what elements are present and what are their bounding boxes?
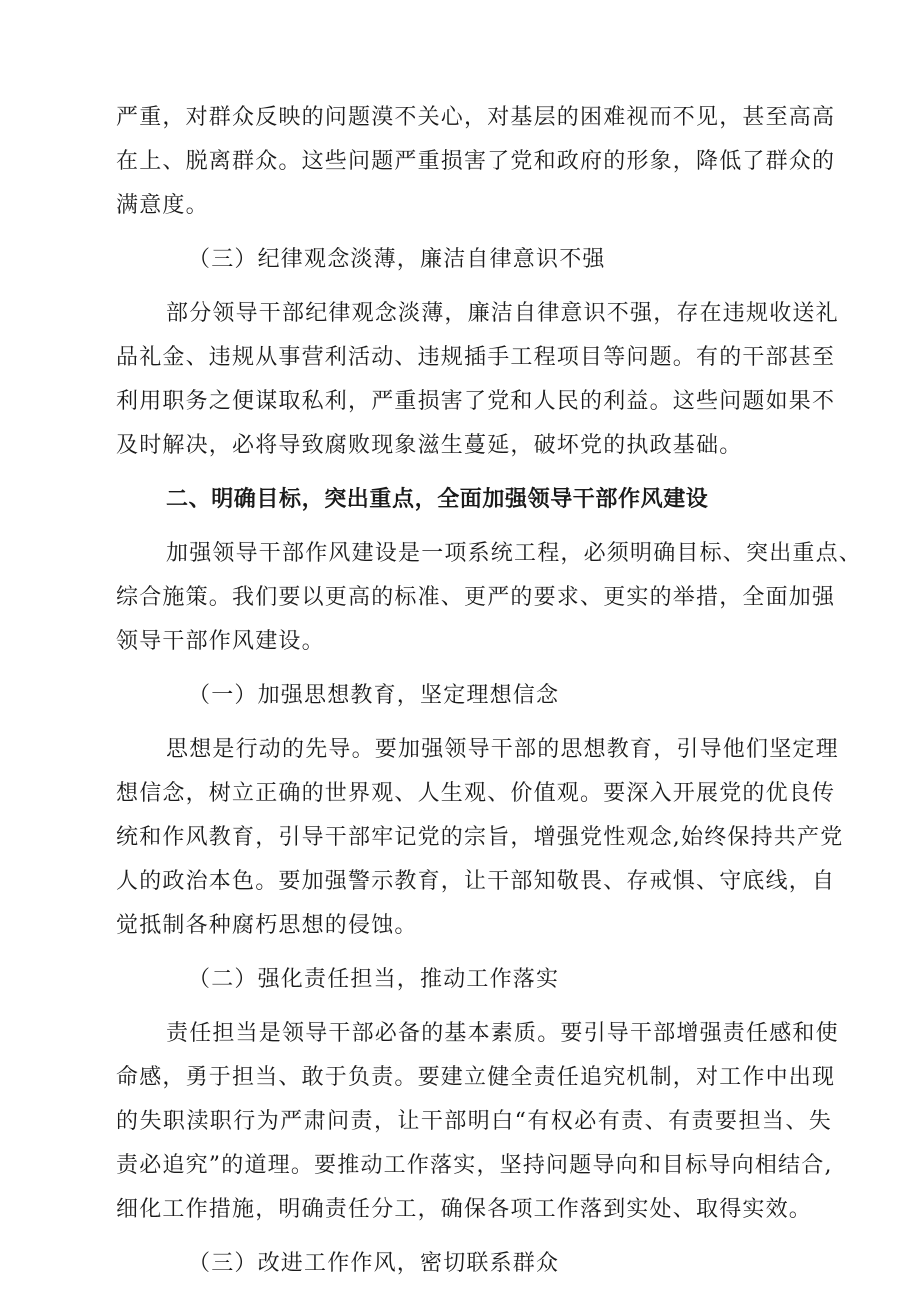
subsection-title-3: （三）纪律观念淡薄，廉洁自律意识不强 xyxy=(188,247,606,272)
paragraph-discipline xyxy=(116,292,839,468)
text-line: 想信念，树立正确的世界观、人生观、价值观。要深入开展党的优良传 xyxy=(116,781,836,806)
section-title-2: 二、明确目标，突出重点，全面加强领导干部作风建设 xyxy=(166,487,709,512)
text-line: 及时解决，必将导致腐败现象滋生蔓延，破坏党的执政基础。 xyxy=(116,433,743,458)
subsection-title-2-2: （二）强化责任担当，推动工作落实 xyxy=(188,967,560,992)
text-line: 统和作风教育，引导干部牢记党的宗旨，增强党性观念,始终保持共产党 xyxy=(116,825,844,850)
text-line: 细化工作措施，明确责任分工，确保各项工作落到实处、取得实效。 xyxy=(116,1197,813,1222)
text-line: 命感，勇于担当、敢于负责。要建立健全责任追究机制，对工作中出现 xyxy=(116,1065,836,1090)
text-line: 加强领导干部作风建设是一项系统工程，必须明确目标、突出重点、 xyxy=(166,541,863,566)
subsection-title-2-3: （三）改进工作作风，密切联系群众 xyxy=(188,1251,560,1276)
text-line: 责任担当是领导干部必备的基本素质。要引导干部增强责任感和使 xyxy=(166,1021,839,1046)
subsection-title-2-1: （一）加强思想教育，坚定理想信念 xyxy=(188,683,560,708)
text-line: 严重，对群众反映的问题漠不关心，对基层的困难视而不见，甚至高高 xyxy=(116,105,836,130)
text-line: 觉抵制各种腐朽思想的侵蚀。 xyxy=(116,913,418,938)
document-page xyxy=(116,96,863,1286)
paragraph-ideology xyxy=(116,728,844,948)
text-line: 满意度。 xyxy=(116,193,209,218)
text-line: 在上、脱离群众。这些问题严重损害了党和政府的形象，降低了群众的 xyxy=(116,149,836,174)
text-line: 利用职务之便谋取私利，严重损害了党和人民的利益。这些问题如果不 xyxy=(116,389,836,414)
text-line: 部分领导干部纪律观念淡薄，廉洁自律意识不强，存在违规收送礼 xyxy=(166,301,839,326)
paragraph-responsibility xyxy=(116,1012,839,1232)
text-line: 综合施策。我们要以更高的标准、更严的要求、更实的举措，全面加强 xyxy=(116,585,836,610)
text-line: 思想是行动的先导。要加强领导干部的思想教育，引导他们坚定理 xyxy=(166,737,839,762)
paragraph-section2 xyxy=(116,532,863,664)
text-line: 领导干部作风建设。 xyxy=(116,629,325,654)
text-line: 的失职渎职行为严肃问责，让干部明白“有权必有责、有责要担当、失 xyxy=(116,1109,832,1134)
text-line: 责必追究”的道理。要推动工作落实，坚持问题导向和目标导向相结合, xyxy=(116,1153,833,1178)
text-line: 人的政治本色。要加强警示教育，让干部知敬畏、存戒惧、守底线，自 xyxy=(116,869,836,894)
paragraph-intro xyxy=(116,96,836,228)
text-line: 品礼金、违规从事营利活动、违规插手工程项目等问题。有的干部甚至 xyxy=(116,345,836,370)
